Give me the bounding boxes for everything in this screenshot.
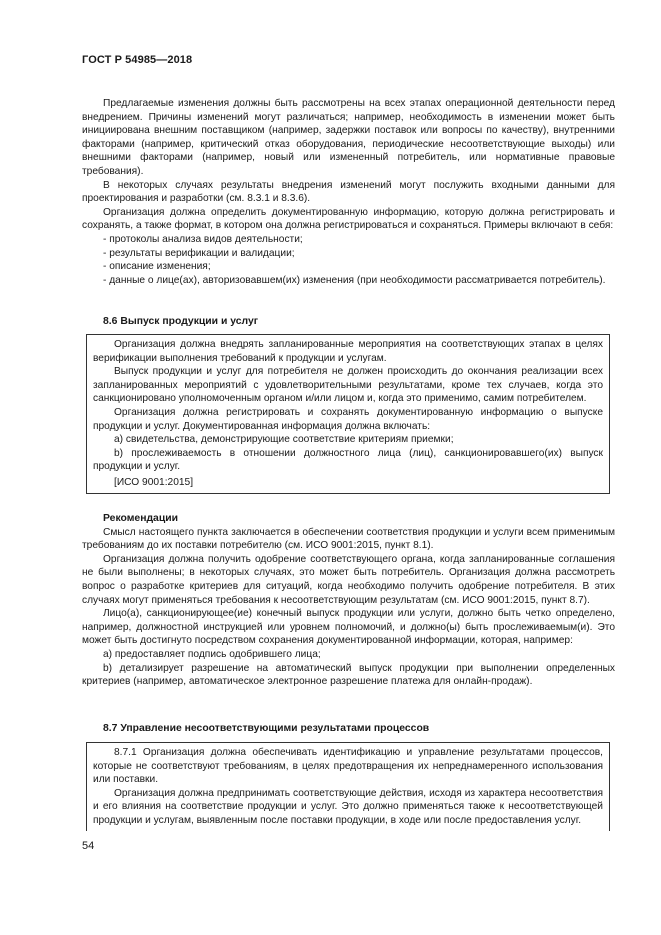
paragraph: Лицо(а), санкционирующее(ие) конечный выпуск продукции или услуги, должно быть четко определено, например, должностной инструкцией или уровнем полномочий, и должно(ы) быть прослеживаемым(и). Это может быть достигнуто посредством сохранения документированной информации, которая, например: (82, 608, 615, 647)
list-item: b) прослеживаемость в отношении должностного лица (лиц), санкционировавшего(их) выпуск продукции и услуг. (93, 447, 603, 473)
intro-block (82, 97, 615, 287)
list-item: - описание изменения; (103, 261, 211, 273)
list-item: b) детализирует разрешение на автоматический выпуск продукции при выполнении определенных критериев (например, автоматическое электронное разрешение платежа для онлайн-продаж). (82, 662, 615, 688)
list-item: - данные о лице(ах), авторизовавшем(их) изменения (при необходимости рассматривается потребитель). (103, 274, 606, 286)
list-item: a) свидетельства, демонстрирующие соответствие критериям приемки; (114, 434, 454, 446)
list-item: a) предоставляет подпись одобрившего лица; (103, 648, 321, 660)
section-heading: 8.6 Выпуск продукции и услуг (103, 316, 259, 327)
page-number: 54 (82, 840, 95, 852)
paragraph: Организация должна определить документированную информацию, которую должна регистрировать и сохранять, а также формат, в котором она должна регистрироваться и сохраняться. Примеры включают в себя: (82, 206, 615, 232)
quoted-requirement-box (86, 742, 610, 831)
list-item: - результаты верификации и валидации; (103, 247, 295, 259)
subheading: Рекомендации (103, 513, 179, 524)
standard-reference: [ИСО 9001:2015] (114, 476, 194, 488)
recommendations-block (82, 512, 615, 689)
paragraph: Организация должна регистрировать и сохранять документированную информацию о выпуске продукции и услуг. Документированная информация должна включать: (93, 406, 603, 432)
quoted-requirement-box (86, 334, 610, 494)
paragraph: Организация должна предпринимать соответствующие действия, исходя из характера несоответствия и его влияния на соответствие продукции и услуг. Это должно применяться также к несоответствующей продукции и услугам, выявленным после поставки продукции, в ходе или после предоставления услуг. (93, 787, 603, 826)
paragraph: Выпуск продукции и услуг для потребителя не должен происходить до окончания реализации всех запланированных мероприятий с удовлетворительными результатами, кроме тех случаев, когда это санкционировано уполномоченным органом и/или лицом и, когда это применимо, самим потребителем. (93, 366, 603, 405)
paragraph: Организация должна внедрять запланированные мероприятия на соответствующих этапах в целях верификации выполнения требований к продукции и услугам. (93, 339, 603, 364)
paragraph: Смысл настоящего пункта заключается в обеспечении соответствия продукции и услуги всем применимым требованиям до их поставки потребителю (см. ИСО 9001:2015, пункт 8.1). (82, 526, 615, 552)
paragraph: 8.7.1 Организация должна обеспечивать идентификацию и управление результатами процессов, которые не соответствуют требованиям, в целях предотвращения их непреднамеренного использования или поставки. (93, 747, 603, 786)
paragraph: Организация должна получить одобрение соответствующего органа, когда запланированные соглашения не были выполнены; в некоторых случаях, это может быть потребитель. Организация должна рассмотреть вопрос о разработке критериев для ситуаций, когда необходимо получить одобрение потребителя. В этих случаях могут применяться требования к несоответствующим результатам (см. ИСО 9001:2015, пункт 8.7). (82, 553, 615, 606)
paragraph: Предлагаемые изменения должны быть рассмотрены на всех этапах операционной деятельности перед внедрением. Причины изменений могут различаться; например, необходимость в изменении может быть инициирована внешним поставщиком (например, задержки поставок или вопросы по качеству), внутренними факторами (например, критический отказ оборудования, периодические несоответствующие выходы) или внешними факторами (например, новый или измененный потребитель, или нормативные правовые требования). (82, 98, 615, 177)
paragraph: В некоторых случаях результаты внедрения изменений могут послужить входными данными для проектирования и разработки (см. 8.3.1 и 8.3.6). (82, 179, 615, 205)
section-heading: 8.7 Управление несоответствующими результатами процессов (103, 723, 430, 734)
document-header: ГОСТ Р 54985—2018 (82, 54, 193, 66)
list-item: - протоколы анализа видов деятельности; (103, 233, 303, 245)
